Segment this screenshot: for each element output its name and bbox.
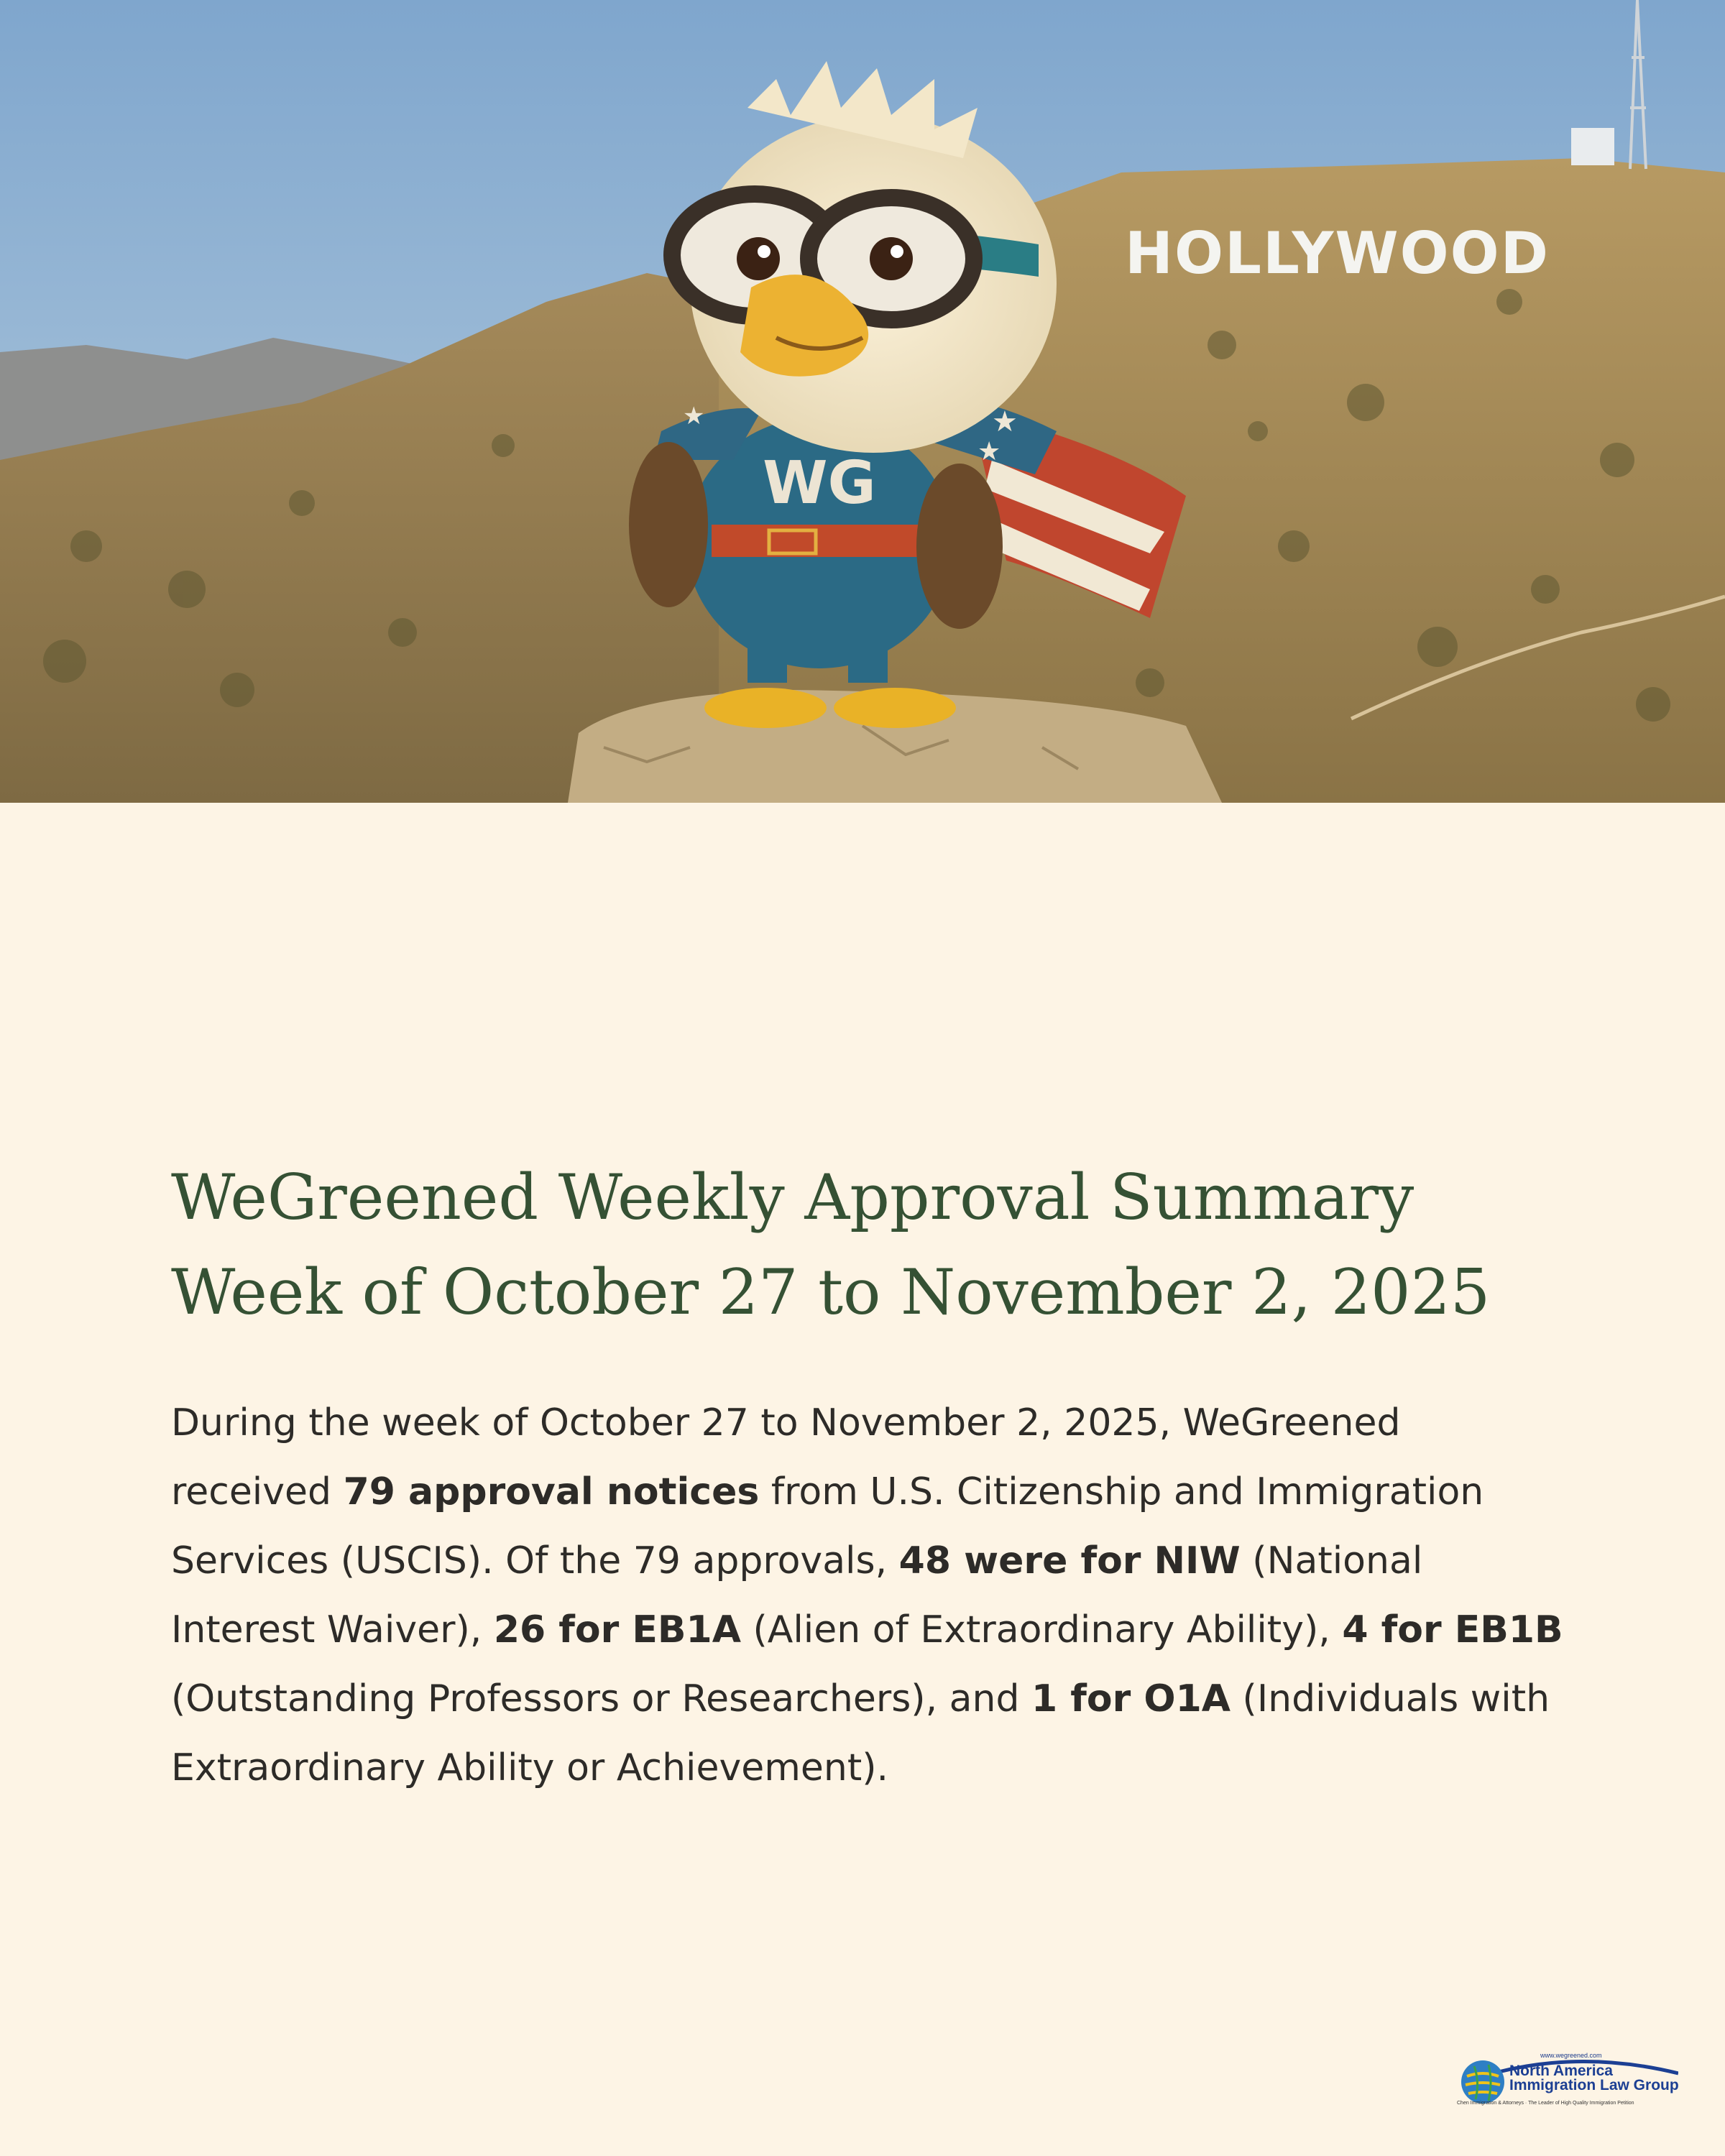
summary-text: (Individuals with Extraordinary Ability or Achievement). — [171, 1677, 1550, 1789]
total-approvals: 79 approval notices — [343, 1470, 760, 1514]
logo-name-line1: North America — [1509, 2063, 1613, 2079]
svg-text:★: ★ — [992, 405, 1018, 438]
summary-text: (Alien of Extraordinary Ability), — [740, 1608, 1343, 1651]
page-title — [171, 1150, 1573, 1340]
hollywood-sign: HOLLYWOOD — [1125, 220, 1550, 287]
company-logo — [1455, 2052, 1678, 2115]
svg-text:★: ★ — [978, 437, 1001, 466]
summary-text: (National Interest Waiver), — [171, 1539, 1423, 1651]
eb1b-count: 4 for EB1B — [1342, 1608, 1563, 1651]
summary-text: During the week of October 27 to November 2, 2025, WeGreened received — [171, 1401, 1401, 1514]
summary-text: (Outstanding Professors or Researchers), and — [171, 1677, 1032, 1720]
eb1a-count: 26 for EB1A — [493, 1608, 741, 1651]
summary-text: from U.S. Citizenship and Immigration Services (USCIS). Of the 79 approvals, — [171, 1470, 1484, 1583]
logo-tagline: Chen Immigration & Attorneys · The Leader of High Quality Immigration Petition — [1457, 2101, 1634, 2106]
niw-count: 48 were for NIW — [898, 1539, 1241, 1583]
svg-text:★: ★ — [683, 402, 705, 430]
hero-illustration — [0, 0, 1725, 803]
logo-name-line2: Immigration Law Group — [1509, 2077, 1679, 2093]
hero-image — [0, 0, 1725, 803]
title-line-1: WeGreened Weekly Approval Summary — [171, 1161, 1414, 1234]
summary-paragraph — [171, 1388, 1573, 1802]
logo-url: www.wegreened.com — [1540, 2052, 1602, 2059]
title-line-2: Week of October 27 to November 2, 2025 — [171, 1256, 1491, 1329]
o1a-count: 1 for O1A — [1031, 1677, 1231, 1720]
shirt-logo: WG — [763, 449, 876, 517]
